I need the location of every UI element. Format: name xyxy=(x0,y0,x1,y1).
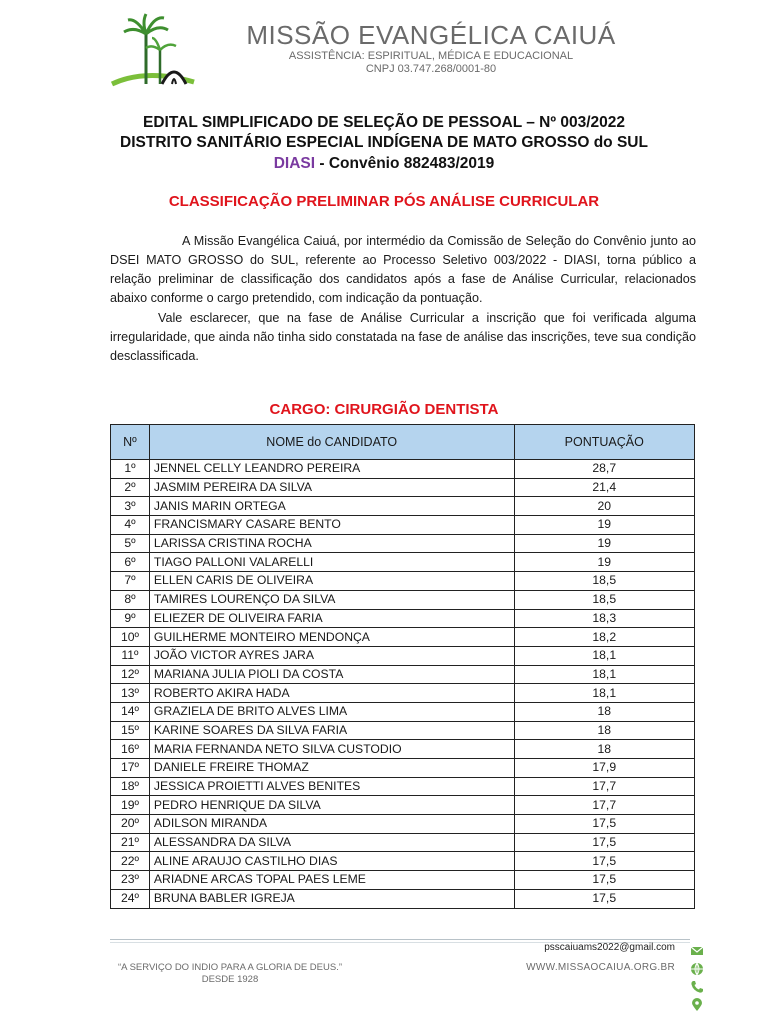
row-number: 7º xyxy=(111,572,150,591)
row-number: 24º xyxy=(111,889,150,908)
table-row xyxy=(111,609,695,628)
table-row xyxy=(111,759,695,778)
table-row xyxy=(111,628,695,647)
table-row xyxy=(111,889,695,908)
candidate-name: JENNEL CELLY LEANDRO PEREIRA xyxy=(149,460,514,479)
table-row xyxy=(111,590,695,609)
row-number: 18º xyxy=(111,777,150,796)
candidate-name: JANIS MARIN ORTEGA xyxy=(149,497,514,516)
classification-heading: CLASSIFICAÇÃO PRELIMINAR PÓS ANÁLISE CURRICULAR xyxy=(168,193,600,210)
candidate-name: JOÃO VICTOR AYRES JARA xyxy=(149,646,514,665)
edital-title: EDITAL SIMPLIFICADO DE SELEÇÃO DE PESSOAL – Nº 003/2022 xyxy=(143,114,625,131)
globe-icon xyxy=(690,962,704,976)
footer-motto xyxy=(70,962,390,986)
candidate-score: 17,5 xyxy=(514,833,695,852)
org-subtitle xyxy=(206,50,656,76)
row-number: 12º xyxy=(111,665,150,684)
row-number: 15º xyxy=(111,721,150,740)
row-number: 17º xyxy=(111,759,150,778)
table-row xyxy=(111,497,695,516)
candidate-score: 18,5 xyxy=(514,572,695,591)
candidate-name: KARINE SOARES DA SILVA FARIA xyxy=(149,721,514,740)
candidate-name: JESSICA PROIETTI ALVES BENITES xyxy=(149,777,514,796)
candidate-name: TAMIRES LOURENÇO DA SILVA xyxy=(149,590,514,609)
row-number: 10º xyxy=(111,628,150,647)
candidate-score: 18,1 xyxy=(514,684,695,703)
convenio-title xyxy=(60,155,708,173)
candidate-score: 21,4 xyxy=(514,478,695,497)
candidate-score: 20 xyxy=(514,497,695,516)
org-name: MISSÃO EVANGÉLICA CAIUÁ xyxy=(246,20,616,50)
candidate-name: JASMIM PEREIRA DA SILVA xyxy=(149,478,514,497)
table-row xyxy=(111,702,695,721)
row-number: 14º xyxy=(111,702,150,721)
candidate-name: ALINE ARAUJO CASTILHO DIAS xyxy=(149,852,514,871)
candidate-score: 17,5 xyxy=(514,852,695,871)
table-row xyxy=(111,516,695,535)
candidate-score: 18,3 xyxy=(514,609,695,628)
table-row xyxy=(111,646,695,665)
intro-paragraph xyxy=(110,232,696,308)
candidate-name: ELIEZER DE OLIVEIRA FARIA xyxy=(149,609,514,628)
candidate-score: 17,9 xyxy=(514,759,695,778)
candidate-score: 17,5 xyxy=(514,889,695,908)
candidate-name: ARIADNE ARCAS TOPAL PAES LEME xyxy=(149,871,514,890)
convenio-number: - Convênio 882483/2019 xyxy=(315,155,495,172)
row-number: 11º xyxy=(111,646,150,665)
candidate-score: 18,2 xyxy=(514,628,695,647)
candidate-name: GUILHERME MONTEIRO MENDONÇA xyxy=(149,628,514,647)
table-row xyxy=(111,833,695,852)
table-row xyxy=(111,740,695,759)
candidate-score: 18,1 xyxy=(514,665,695,684)
notice-text: Vale esclarecer, que na fase de Análise Curricular a inscrição que foi verificada alguma irregularidade, que ainda não tinha sido constatada na fase de análise das inscrições, teve sua condição desclassificada. xyxy=(110,311,696,363)
candidate-name: ELLEN CARIS DE OLIVEIRA xyxy=(149,572,514,591)
location-pin-icon xyxy=(690,998,704,1012)
candidate-score: 28,7 xyxy=(514,460,695,479)
candidate-score: 18 xyxy=(514,740,695,759)
district-title: DISTRITO SANITÁRIO ESPECIAL INDÍGENA DE MATO GROSSO do SUL xyxy=(120,134,648,151)
footer-email[interactable]: psscaiuams2022@gmail.com xyxy=(544,942,675,953)
row-number: 22º xyxy=(111,852,150,871)
table-row xyxy=(111,684,695,703)
row-number: 5º xyxy=(111,534,150,553)
candidate-name: MARIA FERNANDA NETO SILVA CUSTODIO xyxy=(149,740,514,759)
table-row xyxy=(111,572,695,591)
intro-text: A Missão Evangélica Caiuá, por intermédio da Comissão de Seleção do Convênio junto ao DSEI MATO GROSSO do SUL, referente ao Processo Seletivo 003/2022 - DIASI, torna público a relação preliminar de classificação dos candidatos após a fase de Análise Curricular, relacionados abaixo conforme o cargo pretendido, com indicação da pontuação. xyxy=(110,234,696,305)
candidate-name: LARISSA CRISTINA ROCHA xyxy=(149,534,514,553)
candidate-score: 19 xyxy=(514,553,695,572)
row-number: 8º xyxy=(111,590,150,609)
table-row xyxy=(111,553,695,572)
table-row xyxy=(111,871,695,890)
classification-table xyxy=(110,424,695,909)
motto-since: DESDE 1928 xyxy=(201,974,259,985)
row-number: 6º xyxy=(111,553,150,572)
row-number: 1º xyxy=(111,460,150,479)
table-row xyxy=(111,665,695,684)
footer-website[interactable]: WWW.MISSAOCAIUA.ORG.BR xyxy=(526,962,675,973)
candidate-name: TIAGO PALLONI VALARELLI xyxy=(149,553,514,572)
candidate-name: ADILSON MIRANDA xyxy=(149,815,514,834)
candidate-name: PEDRO HENRIQUE DA SILVA xyxy=(149,796,514,815)
table-row xyxy=(111,777,695,796)
motto-text: “A SERVIÇO DO INDIO PARA A GLORIA DE DEUS.” xyxy=(117,962,342,973)
candidate-score: 18 xyxy=(514,721,695,740)
table-row xyxy=(111,815,695,834)
row-number: 16º xyxy=(111,740,150,759)
header-candidate-name: NOME do CANDIDATO xyxy=(149,425,514,460)
table-row xyxy=(111,478,695,497)
row-number: 2º xyxy=(111,478,150,497)
row-number: 3º xyxy=(111,497,150,516)
palm-tree-hut-logo xyxy=(106,10,198,94)
table-row xyxy=(111,796,695,815)
org-services: ASSISTÊNCIA: ESPIRITUAL, MÉDICA E EDUCACIONAL xyxy=(288,50,574,62)
candidate-score: 17,5 xyxy=(514,871,695,890)
row-number: 9º xyxy=(111,609,150,628)
cargo-heading: CARGO: CIRURGIÃO DENTISTA xyxy=(269,401,499,418)
notice-paragraph xyxy=(110,309,696,366)
row-number: 20º xyxy=(111,815,150,834)
phone-icon xyxy=(690,980,704,994)
header-score: PONTUAÇÃO xyxy=(514,425,695,460)
table-row xyxy=(111,534,695,553)
row-number: 4º xyxy=(111,516,150,535)
candidate-name: BRUNA BABLER IGREJA xyxy=(149,889,514,908)
candidate-score: 18 xyxy=(514,702,695,721)
candidate-score: 17,7 xyxy=(514,777,695,796)
candidate-score: 18,5 xyxy=(514,590,695,609)
org-cnpj: CNPJ 03.747.268/0001-80 xyxy=(365,63,497,75)
candidate-score: 17,5 xyxy=(514,815,695,834)
table-row xyxy=(111,721,695,740)
candidate-score: 17,7 xyxy=(514,796,695,815)
table-row xyxy=(111,852,695,871)
email-icon xyxy=(690,944,704,958)
candidate-name: FRANCISMARY CASARE BENTO xyxy=(149,516,514,535)
row-number: 13º xyxy=(111,684,150,703)
candidate-name: DANIELE FREIRE THOMAZ xyxy=(149,759,514,778)
table-header-row xyxy=(111,425,695,460)
header-number: Nº xyxy=(111,425,150,460)
candidate-name: ALESSANDRA DA SILVA xyxy=(149,833,514,852)
diasi-label: DIASI xyxy=(273,155,316,172)
table-row xyxy=(111,460,695,479)
candidate-name: GRAZIELA DE BRITO ALVES LIMA xyxy=(149,702,514,721)
footer-divider xyxy=(110,939,690,940)
row-number: 23º xyxy=(111,871,150,890)
candidate-name: ROBERTO AKIRA HADA xyxy=(149,684,514,703)
candidate-name: MARIANA JULIA PIOLI DA COSTA xyxy=(149,665,514,684)
row-number: 21º xyxy=(111,833,150,852)
candidate-score: 18,1 xyxy=(514,646,695,665)
candidate-score: 19 xyxy=(514,516,695,535)
candidate-score: 19 xyxy=(514,534,695,553)
table-body xyxy=(111,460,695,909)
row-number: 19º xyxy=(111,796,150,815)
